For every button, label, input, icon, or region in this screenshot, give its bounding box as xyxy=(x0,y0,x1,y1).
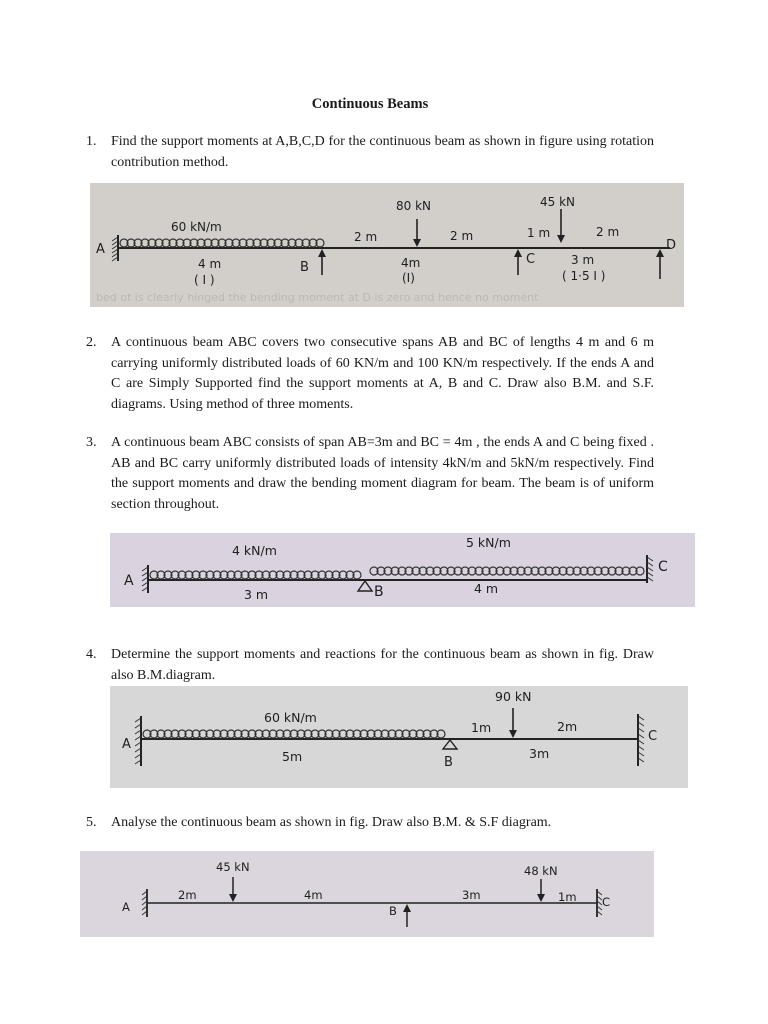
question-text: A continuous beam ABC consists of span AB=3m and BC = 4m , the ends A and C being fixed . AB and BC carry uniformly distributed loads of intensity 4kN/m and 5kN/m respectively. Find the support moments and draw the bending moment diagram for beam. The beam is of uniform section throughout. xyxy=(111,435,654,512)
question-number: 4. xyxy=(86,647,97,662)
question-number: 3. xyxy=(86,435,97,450)
dim-2: 2 m xyxy=(450,229,474,243)
label-d: D xyxy=(666,238,677,253)
load-2-label: 45 kN xyxy=(540,195,576,209)
span-2-length: 4 m xyxy=(474,581,499,596)
question-number: 1. xyxy=(86,134,97,149)
question-text: A continuous beam ABC covers two consecutive spans AB and BC of lengths 4 m and 6 m carrying uniformly distributed loads of 60 KN/m and 100 KN/m respectively. If the ends A and C are Simply Supported find the support moments at A, B and C. Draw also B.M. and S.F. diagrams. Using method of three moments. xyxy=(111,335,654,412)
page-title: Continuous Beams xyxy=(311,96,429,112)
label-a: A xyxy=(96,242,105,257)
question-text: Analyse the continuous beam as shown in fig. Draw also B.M. & S.F diagram. xyxy=(111,815,552,830)
question-number: 2. xyxy=(86,335,97,350)
dim-3: 3m xyxy=(529,746,550,761)
udl-label: 60 kN/m xyxy=(171,220,222,234)
question-2 xyxy=(86,333,654,415)
figure-3 xyxy=(110,533,695,607)
load-2-label: 48 kN xyxy=(524,864,558,878)
load-label: 90 kN xyxy=(495,689,532,704)
span-ab-length: 4 m xyxy=(198,257,222,271)
dim-1: 2m xyxy=(178,888,197,902)
dim-4: 2 m xyxy=(596,225,620,239)
dim-1: 2 m xyxy=(354,230,378,244)
udl-label: 60 kN/m xyxy=(264,710,317,725)
question-1 xyxy=(86,132,654,173)
label-b: B xyxy=(300,260,309,275)
dim-2: 2m xyxy=(557,719,578,734)
label-b: B xyxy=(374,584,384,600)
span-1-length: 5m xyxy=(282,749,303,764)
faded-text: bed ot is clearly hinged the bending moment at D is zero and hence no moment xyxy=(96,291,539,304)
question-number: 5. xyxy=(86,815,97,830)
label-a: A xyxy=(122,737,131,752)
dim-3: 3m xyxy=(462,888,481,902)
dim-2: 4m xyxy=(304,888,323,902)
load-1-label: 45 kN xyxy=(216,860,250,874)
span-cd-length: 3 m xyxy=(571,253,595,267)
label-a: A xyxy=(124,573,134,589)
question-text: Determine the support moments and reactions for the continuous beam as shown in fig. Draw also B.M.diagram. xyxy=(111,647,654,683)
udl-1-label: 4 kN/m xyxy=(232,543,277,558)
span-ab-inertia: ( I ) xyxy=(194,273,215,287)
label-b: B xyxy=(389,904,397,918)
question-3 xyxy=(86,433,654,515)
label-b: B xyxy=(444,755,453,770)
label-c: C xyxy=(602,895,611,909)
question-text: Find the support moments at A,B,C,D for the continuous beam as shown in figure using rotation contribution method. xyxy=(111,134,654,170)
figure-1 xyxy=(90,183,684,307)
figure-4 xyxy=(110,686,688,788)
dim-4: 1m xyxy=(558,890,577,904)
label-a: A xyxy=(122,900,130,914)
label-c: C xyxy=(526,252,536,267)
span-1-length: 3 m xyxy=(244,587,269,602)
label-c: C xyxy=(648,729,658,744)
figure-5 xyxy=(80,851,654,937)
dim-1: 1m xyxy=(471,720,492,735)
udl-2-label: 5 kN/m xyxy=(466,535,511,550)
question-4 xyxy=(86,645,654,686)
dim-3: 1 m xyxy=(527,226,551,240)
span-bc-length: 4m xyxy=(401,256,421,270)
load-1-label: 80 kN xyxy=(396,199,432,213)
label-c: C xyxy=(658,559,668,575)
span-cd-inertia: ( 1·5 I ) xyxy=(562,269,606,283)
span-bc-inertia: (I) xyxy=(402,271,415,285)
question-5 xyxy=(86,813,654,834)
